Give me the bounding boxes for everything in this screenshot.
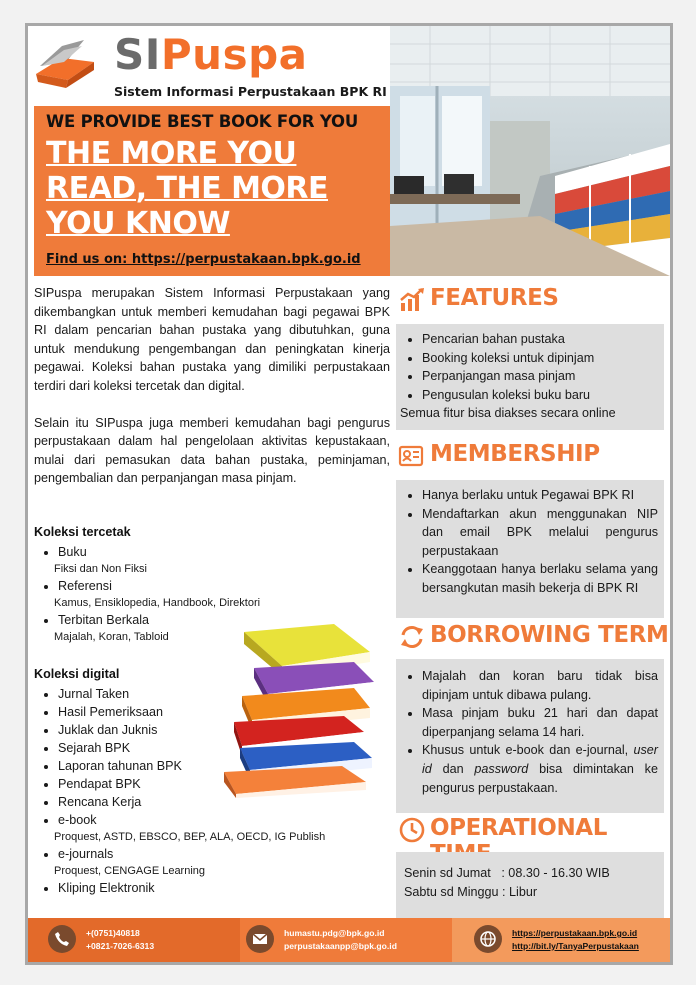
footer-phone bbox=[28, 918, 240, 962]
list-item: • Majalah dan koran baru tidak bisa dipinjam untuk dibawa pulang. bbox=[422, 667, 658, 704]
koleksi-tercetak-title: Koleksi tercetak bbox=[34, 525, 131, 539]
list-item: • e-journals Proquest, CENGAGE Learning bbox=[58, 845, 325, 879]
list-item: • Juklak dan Juknis bbox=[58, 721, 325, 739]
list-item: • Khusus untuk e-book dan e-journal, user id dan password bisa dimintakan ke pengurus perpustakaan. bbox=[422, 741, 658, 797]
list-item: • Hasil Pemeriksaan bbox=[58, 703, 325, 721]
list-item: • Sejarah BPK bbox=[58, 739, 325, 757]
list-item: • Masa pinjam buku 21 hari dan dapat diperpanjang selama 14 hari. bbox=[422, 704, 658, 741]
logo-area bbox=[28, 26, 390, 106]
list-item: • Perpanjangan masa pinjam bbox=[422, 367, 658, 386]
brand-subtitle: Sistem Informasi Perpustakaan BPK RI bbox=[114, 84, 387, 99]
footer bbox=[28, 918, 670, 962]
list-item: • Referensi Kamus, Ensiklopedia, Handbook, Direktori bbox=[58, 577, 260, 611]
features-box bbox=[396, 324, 664, 430]
intro-paragraph-2: Selain itu SIPuspa juga memberi kemudahan bagi pengurus perpustakaan dalam hal pengelolaan aktivitas kepustakaan, mulai dari pemasukan data bahan pustaka, peminjaman, pengembalian dan perpanjangan masa pinjam. bbox=[34, 415, 390, 486]
list-item: • e-book Proquest, ASTD, EBSCO, BEP, ALA, OECD, IG Publish bbox=[58, 811, 325, 845]
clock-icon bbox=[398, 816, 426, 844]
email-1[interactable]: humastu.pdg@bpk.go.id bbox=[284, 928, 385, 938]
borrowing-box bbox=[396, 659, 664, 813]
phone-number-1[interactable]: +(0751)40818 bbox=[86, 928, 140, 938]
schedule-weekday: Senin sd Jumat : 08.30 - 16.30 WIB bbox=[404, 866, 610, 880]
operational-title: OPERATIONAL bbox=[430, 815, 607, 841]
list-item: • Jurnal Taken bbox=[58, 685, 325, 703]
operational-heading bbox=[396, 812, 670, 848]
list-item: • Keanggotaan hanya berlaku selama yang bersangkutan masih bekerja di BPK RI bbox=[422, 560, 658, 597]
intro-text bbox=[34, 284, 390, 506]
list-item: • Laporan tahunan BPK bbox=[58, 757, 325, 775]
list-item: • Pendapat BPK bbox=[58, 775, 325, 793]
footer-email bbox=[240, 918, 452, 962]
list-item: • Kliping Elektronik bbox=[58, 879, 325, 897]
features-heading bbox=[396, 282, 670, 318]
schedule-weekend: Sabtu sd Minggu : Libur bbox=[404, 884, 538, 899]
list-item: • Terbitan Berkala Majalah, Koran, Tabloid bbox=[58, 611, 260, 645]
koleksi-digital-title: Koleksi digital bbox=[34, 667, 120, 681]
phone-number-2[interactable]: +0821-7026-6313 bbox=[86, 940, 155, 951]
list-item: • Pencarian bahan pustaka bbox=[422, 330, 658, 349]
list-item: • Booking koleksi untuk dipinjam bbox=[422, 349, 658, 368]
hero-banner bbox=[34, 106, 390, 276]
book-stack-illustration bbox=[224, 622, 384, 798]
brand-name: SIPuspa bbox=[114, 30, 308, 79]
membership-box bbox=[396, 480, 664, 618]
list-item: • Rencana Kerja bbox=[58, 793, 325, 811]
operational-box bbox=[396, 852, 664, 922]
intro-paragraph-1: SIPuspa merupakan Sistem Informasi Perpustakaan yang dikembangkan untuk memberi kemudahan bagi pegawai BPK RI dalam pencarian bahan pustaka yang dibutuhkan, guna untuk mendukung pengembangan dan peningkatan kinerja pegawai. Koleksi bahan pustaka yang dimiliki perpustakaan terdiri dari koleksi tercetak dan digital. bbox=[34, 286, 390, 393]
logo-book-icon bbox=[32, 32, 102, 98]
id-card-icon bbox=[398, 442, 426, 470]
url-2[interactable]: http://bit.ly/TanyaPerpustakaan bbox=[512, 940, 639, 951]
url-1[interactable]: https://perpustakaan.bpk.go.id bbox=[512, 928, 638, 938]
features-title: FEATURES bbox=[430, 285, 559, 311]
membership-heading bbox=[396, 438, 670, 474]
footer-web bbox=[452, 918, 670, 962]
membership-title: MEMBERSHIP bbox=[430, 441, 600, 467]
flyer bbox=[28, 26, 670, 962]
features-note: Semua fitur bisa diakses secara online bbox=[400, 406, 616, 421]
website-link[interactable]: Find us on: https://perpustakaan.bpk.go.id bbox=[46, 252, 361, 267]
mail-icon bbox=[246, 925, 274, 953]
list-item: • Hanya berlaku untuk Pegawai BPK RI bbox=[422, 486, 658, 505]
email-2[interactable]: perpustakaanpp@bpk.go.id bbox=[284, 940, 397, 951]
phone-icon bbox=[48, 925, 76, 953]
library-photo bbox=[390, 26, 670, 276]
list-item: • Mendaftarkan akun menggunakan NIP dan email BPK melalui pengurus perpustakaan bbox=[422, 505, 658, 561]
list-item: • Buku Fiksi dan Non Fiksi bbox=[58, 543, 260, 577]
refresh-icon bbox=[398, 623, 426, 651]
tagline: WE PROVIDE BEST BOOK FOR YOU bbox=[46, 112, 359, 131]
borrowing-heading bbox=[396, 619, 670, 655]
globe-icon bbox=[474, 925, 502, 953]
borrowing-title: BORROWING TERM bbox=[430, 622, 669, 648]
motto: THE MORE YOU READ, THE MORE YOU KNOW bbox=[46, 136, 329, 241]
chart-icon bbox=[398, 286, 426, 314]
list-item: • Pengusulan koleksi buku baru bbox=[422, 386, 658, 405]
